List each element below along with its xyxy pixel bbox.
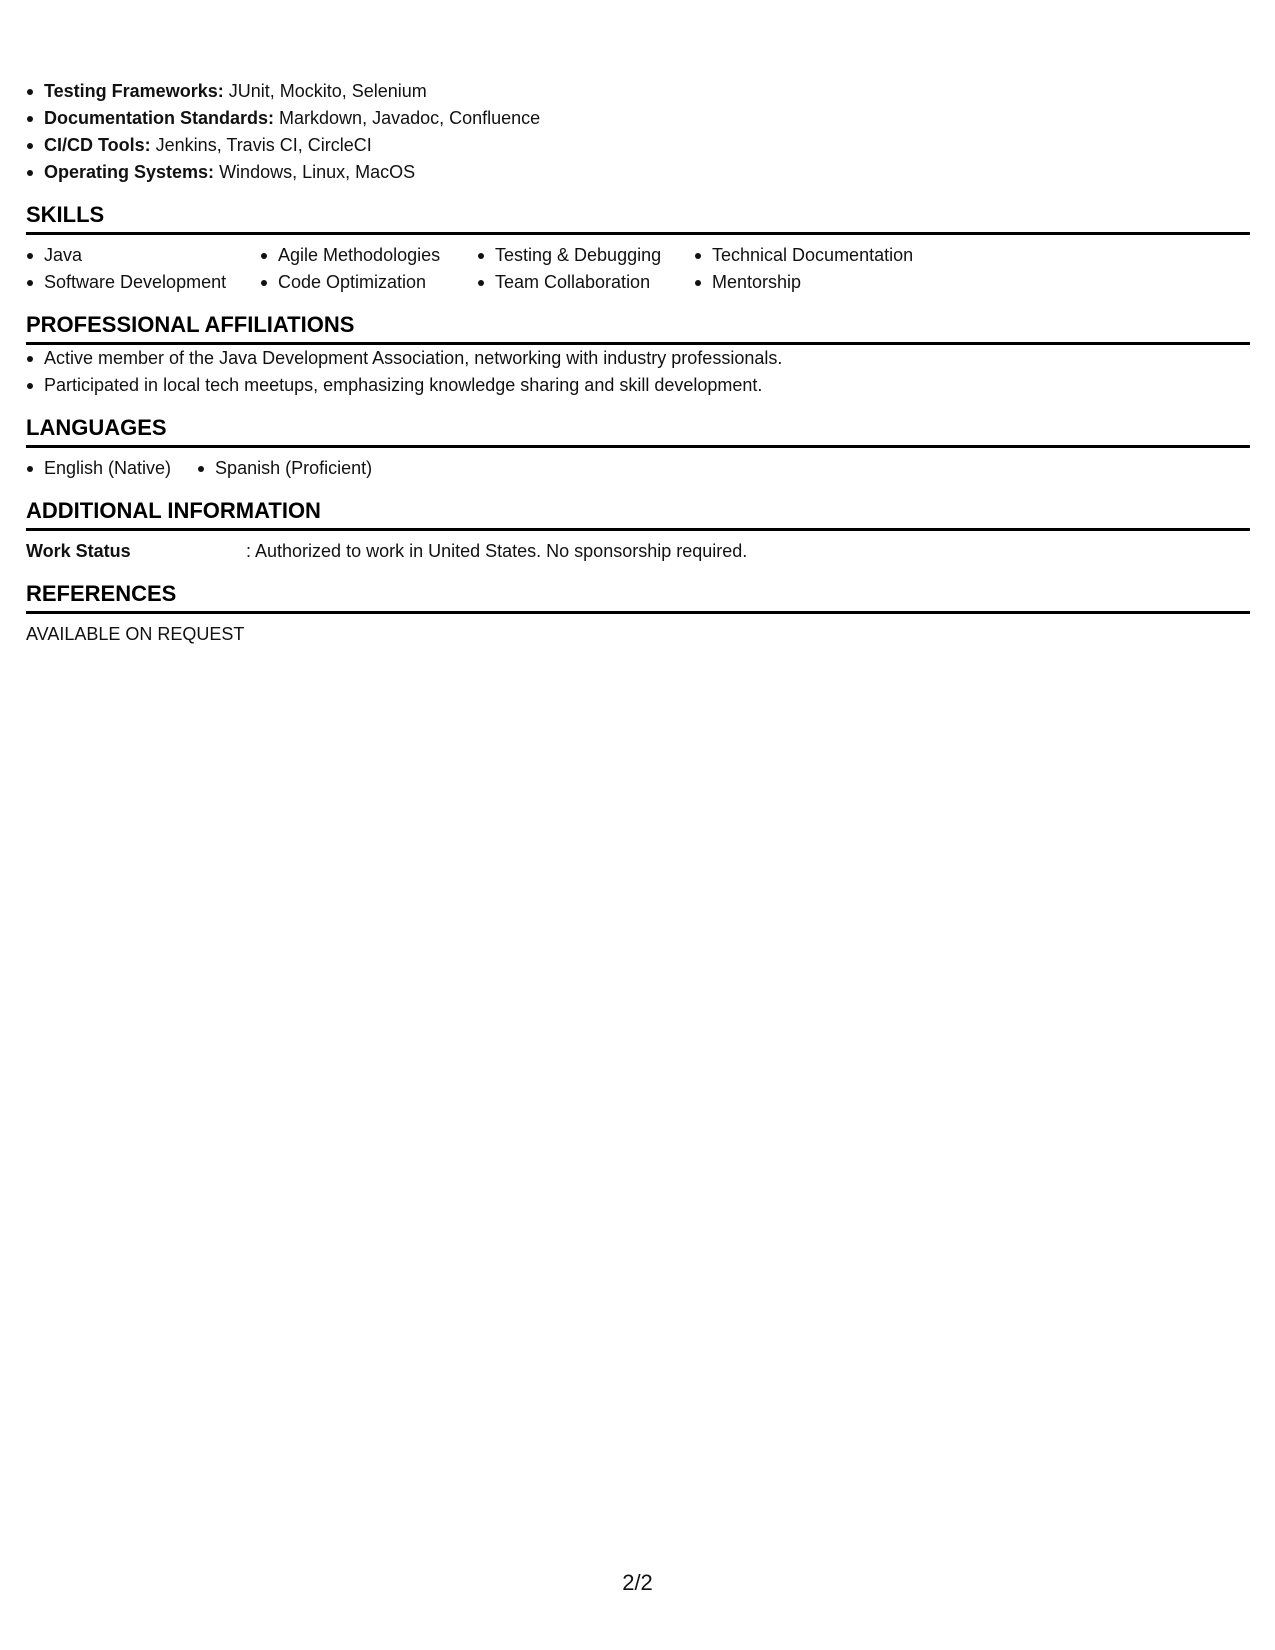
skills-column bbox=[694, 242, 994, 296]
languages-section bbox=[26, 414, 1250, 482]
skill-item: Agile Methodologies bbox=[260, 242, 477, 269]
skill-item: Code Optimization bbox=[260, 269, 477, 296]
affiliations-list bbox=[26, 345, 1250, 399]
additional-info-heading: ADDITIONAL INFORMATION bbox=[26, 497, 1250, 531]
skills-column bbox=[260, 242, 477, 296]
language-item: English (Native) bbox=[26, 455, 171, 482]
skill-item: Mentorship bbox=[694, 269, 994, 296]
references-section bbox=[26, 580, 1250, 648]
languages-heading: LANGUAGES bbox=[26, 414, 1250, 448]
tech-item-label: Documentation Standards: bbox=[44, 108, 275, 128]
affiliations-section bbox=[26, 311, 1250, 399]
tech-item-value: Jenkins, Travis CI, CircleCI bbox=[150, 135, 372, 155]
tech-item bbox=[26, 132, 1250, 159]
language-group bbox=[26, 455, 197, 482]
affiliations-heading: PROFESSIONAL AFFILIATIONS bbox=[26, 311, 1250, 345]
work-status-label: Work Status bbox=[26, 541, 131, 561]
tech-item bbox=[26, 159, 1250, 186]
technical-list bbox=[26, 78, 1250, 186]
skills-column bbox=[477, 242, 694, 296]
affiliation-item: Participated in local tech meetups, emphasizing knowledge sharing and skill development. bbox=[26, 372, 1250, 399]
language-item: Spanish (Proficient) bbox=[197, 455, 372, 482]
skill-item: Software Development bbox=[26, 269, 260, 296]
tech-item bbox=[26, 78, 1250, 105]
additional-info-section bbox=[26, 497, 1250, 565]
skills-section bbox=[26, 201, 1250, 296]
work-status-value: : Authorized to work in United States. No sponsorship required. bbox=[246, 541, 748, 561]
skill-item: Java bbox=[26, 242, 260, 269]
tech-item-label: Testing Frameworks: bbox=[44, 81, 224, 101]
languages-list bbox=[26, 455, 1250, 482]
skill-item: Technical Documentation bbox=[694, 242, 994, 269]
work-status-row bbox=[26, 538, 1250, 565]
page-number: 2/2 bbox=[622, 1570, 653, 1595]
affiliation-item: Active member of the Java Development Association, networking with industry professionals. bbox=[26, 345, 1250, 372]
skill-item: Team Collaboration bbox=[477, 269, 694, 296]
tech-item-label: CI/CD Tools: bbox=[44, 135, 151, 155]
references-heading: REFERENCES bbox=[26, 580, 1250, 614]
references-text: AVAILABLE ON REQUEST bbox=[26, 624, 245, 644]
skills-heading: SKILLS bbox=[26, 201, 1250, 235]
resume-content bbox=[26, 78, 1250, 648]
language-group bbox=[197, 455, 398, 482]
tech-item-label: Operating Systems: bbox=[44, 162, 215, 182]
skills-column bbox=[26, 242, 260, 296]
tech-item-value: Windows, Linux, MacOS bbox=[214, 162, 416, 182]
skills-grid bbox=[26, 242, 1250, 296]
tech-item-value: Markdown, Javadoc, Confluence bbox=[274, 108, 541, 128]
tech-item-value: JUnit, Mockito, Selenium bbox=[223, 81, 427, 101]
skill-item: Testing & Debugging bbox=[477, 242, 694, 269]
tech-item bbox=[26, 105, 1250, 132]
